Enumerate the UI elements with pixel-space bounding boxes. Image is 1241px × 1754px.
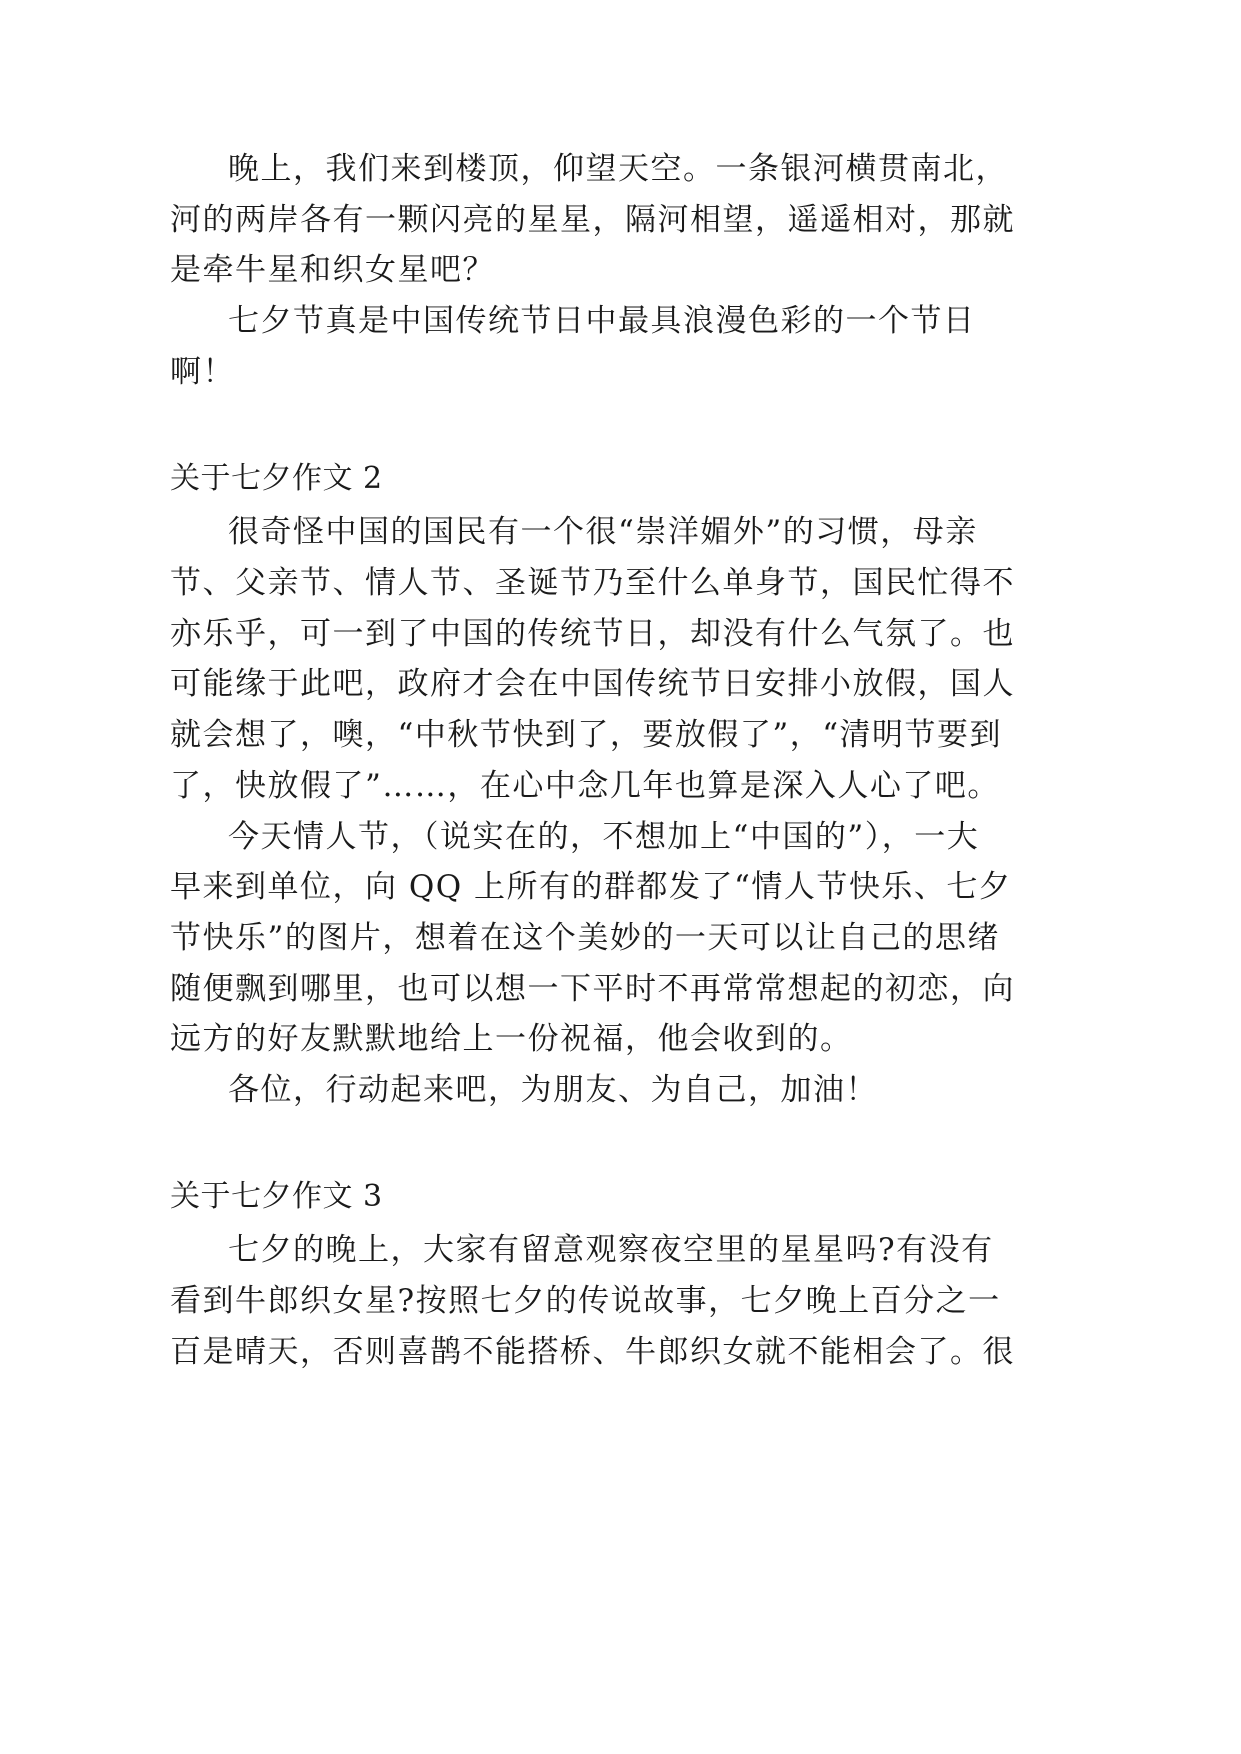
section-heading: 关于七夕作文 3 — [170, 1179, 383, 1214]
paragraph-line: 节、父亲节、情人节、圣诞节乃至什么单身节，国民忙得不 — [170, 565, 1015, 601]
paragraph-line: 节快乐”的图片，想着在这个美妙的一天可以让自己的思绪 — [170, 920, 1000, 956]
paragraph-line: 是牵牛星和织女星吧？ — [170, 252, 495, 288]
paragraph-line: 晚上，我们来到楼顶，仰望天空。一条银河横贯南北， — [228, 151, 1008, 187]
paragraph-line: 远方的好友默默地给上一份祝福，他会收到的。 — [170, 1021, 853, 1057]
section-heading: 关于七夕作文 2 — [170, 461, 383, 496]
paragraph-line: 看到牛郎织女星?按照七夕的传说故事，七夕晚上百分之一 — [170, 1283, 1001, 1319]
paragraph-line: 今天情人节，（说实在的，不想加上“中国的”），一大 — [228, 819, 980, 855]
paragraph-line: 七夕的晚上，大家有留意观察夜空里的星星吗?有没有 — [228, 1232, 994, 1268]
paragraph-line: 百是晴天，否则喜鹊不能搭桥、牛郎织女就不能相会了。很 — [170, 1334, 1015, 1370]
paragraph-line: 很奇怪中国的国民有一个很“崇洋媚外”的习惯，母亲 — [228, 514, 978, 550]
paragraph-line: 随便飘到哪里，也可以想一下平时不再常常想起的初恋，向 — [170, 971, 1015, 1007]
paragraph-line: 啊！ — [170, 354, 235, 390]
paragraph-line: 就会想了，噢，“中秋节快到了，要放假了”，“清明节要到 — [170, 717, 1003, 753]
paragraph-line: 亦乐乎，可一到了中国的传统节日，却没有什么气氛了。也 — [170, 616, 1015, 652]
paragraph-line: 早来到单位，向 QQ 上所有的群都发了“情人节快乐、七夕 — [170, 869, 1012, 905]
paragraph-line: 各位，行动起来吧，为朋友、为自己，加油！ — [228, 1072, 878, 1108]
paragraph-line: 可能缘于此吧，政府才会在中国传统节日安排小放假，国人 — [170, 666, 1015, 702]
paragraph-line: 河的两岸各有一颗闪亮的星星，隔河相望，遥遥相对，那就 — [170, 202, 1015, 238]
paragraph-line: 七夕节真是中国传统节日中最具浪漫色彩的一个节日 — [228, 303, 976, 339]
paragraph-line: 了，快放假了”……，在心中念几年也算是深入人心了吧。 — [170, 768, 1000, 804]
